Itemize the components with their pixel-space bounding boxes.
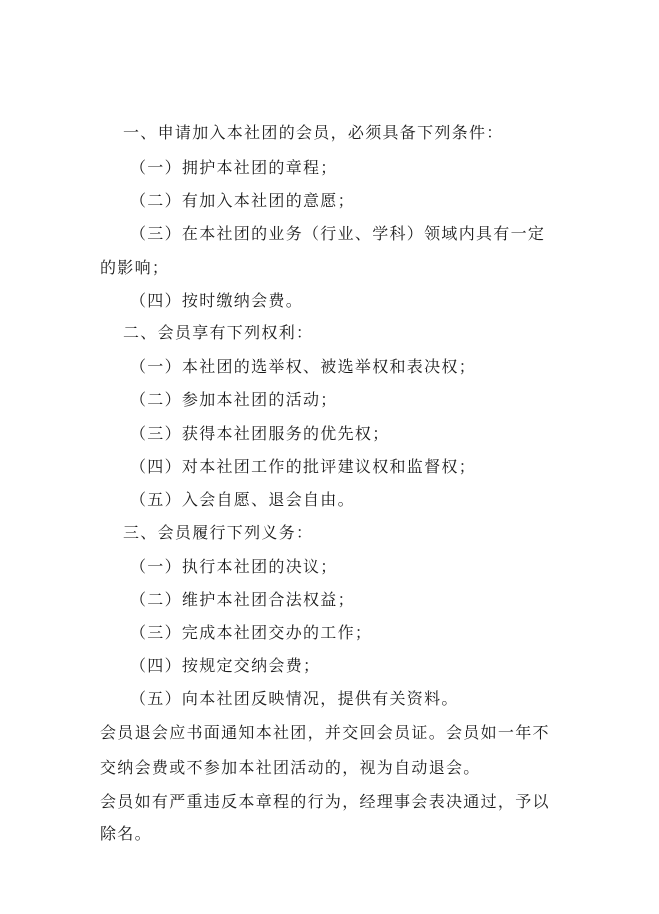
obligations-item-2: （二）维护本社团合法权益；: [130, 590, 355, 609]
withdrawal-paragraph-line-1: 会员退会应书面通知本社团，并交回会员证。会员如一年不: [100, 723, 550, 742]
condition-item-1: （一）拥护本社团的章程；: [130, 158, 338, 177]
section-heading-member-obligations: 三、会员履行下列义务：: [123, 523, 314, 542]
condition-item-2: （二）有加入本社团的意愿；: [130, 191, 355, 210]
section-heading-membership-conditions: 一、申请加入本社团的会员，必须具备下列条件：: [123, 123, 504, 142]
obligations-item-3: （三）完成本社团交办的工作；: [130, 623, 373, 642]
rights-item-5: （五）入会自愿、退会自由。: [130, 490, 355, 509]
section-heading-member-rights: 二、会员享有下列权利：: [123, 323, 314, 342]
expulsion-paragraph-line-2: 除名。: [100, 824, 152, 843]
condition-item-3: （三）在本社团的业务（行业、学科）领域内具有一定: [130, 224, 546, 243]
obligations-item-4: （四）按规定交纳会费；: [130, 656, 321, 675]
condition-item-4: （四）按时缴纳会费。: [130, 291, 304, 310]
withdrawal-paragraph-line-2: 交纳会费或不参加本社团活动的，视为自动退会。: [100, 758, 481, 777]
obligations-item-5: （五）向本社团反映情况，提供有关资料。: [130, 689, 459, 708]
expulsion-paragraph-line-1: 会员如有严重违反本章程的行为，经理事会表决通过，予以: [100, 792, 550, 811]
rights-item-1: （一）本社团的选举权、被选举权和表决权；: [130, 357, 477, 376]
condition-item-3-continuation: 的影响；: [100, 258, 170, 277]
rights-item-4: （四）对本社团工作的批评建议权和监督权；: [130, 457, 477, 476]
rights-item-3: （三）获得本社团服务的优先权；: [130, 424, 390, 443]
rights-item-2: （二）参加本社团的活动；: [130, 390, 338, 409]
obligations-item-1: （一）执行本社团的决议；: [130, 557, 338, 576]
